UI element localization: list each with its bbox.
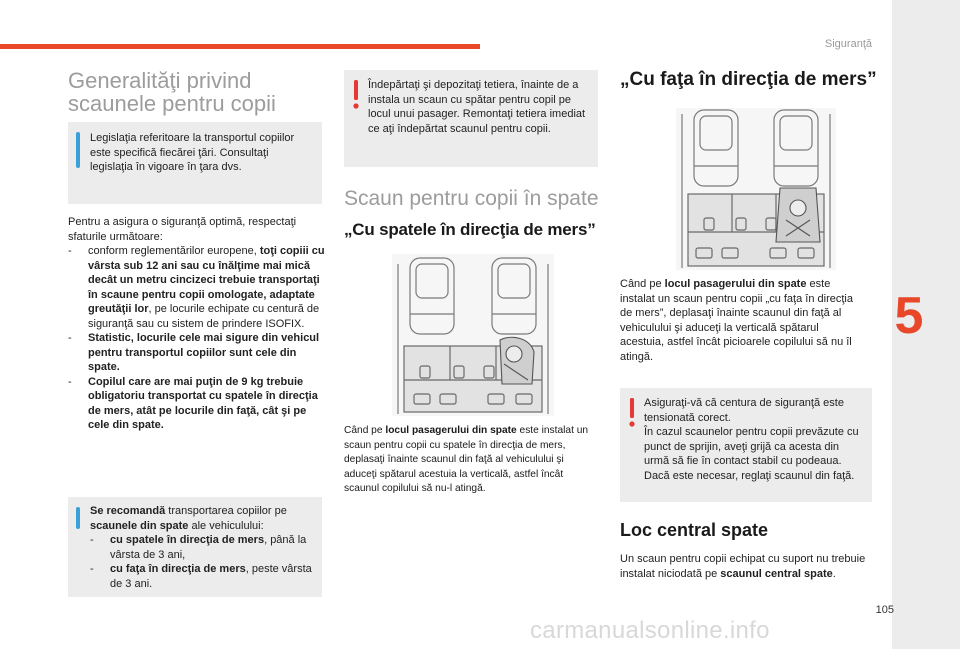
rear-facing-seat-illustration — [392, 254, 554, 416]
recommend-box — [68, 497, 322, 597]
warning-icon — [626, 398, 638, 428]
page-number: 105 — [875, 604, 894, 616]
section-heading: Loc central spate — [620, 520, 769, 540]
warning-text: Asiguraţi-vă că centura de siguranţă este tensionată corect. În cazul scaunelor pentru copii prevăzute cu punct de sprijin, aveţi grijă ca acesta din urmă să fie în contact stabil cu podeaua. Dacă este necesar, reglaţi scaunul din faţă. — [644, 397, 859, 482]
list-item: - cu spatele în direcţia de mers, până la vârsta de 3 ani, — [90, 534, 307, 561]
warning-text: Îndepărtaţi şi depozitaţi tetiera, înainte de a instala un scaun cu spătar pentru copil pe locul unui pasager. Remontaţi tetiera imediat ce aţi îndepărtat scaunul pentru copii. — [368, 79, 586, 135]
info-box — [68, 122, 322, 204]
section-title: Siguranţă — [824, 38, 872, 50]
page-title: Generalităţi privind scaunele pentru copii — [68, 68, 276, 116]
info-text: Legislaţia referitoare la transportul copiilor este specifică fiecărei ţări. Consultaţi legislaţia în vigoare în ţara dvs. — [90, 132, 295, 173]
section-heading: Scaun pentru copii în spate — [344, 187, 599, 210]
central-seat-text: Un scaun pentru copii echipat cu suport nu trebuie instalat niciodată pe scaunul central spate. — [620, 553, 866, 580]
info-icon — [76, 507, 80, 529]
info-icon — [76, 132, 80, 168]
list-item: - cu faţa în direcţia de mers, peste vârsta de 3 ani. — [90, 563, 312, 590]
forward-facing-seat-illustration — [676, 108, 836, 270]
subsection-heading: „Cu spatele în direcţia de mers” — [344, 220, 596, 239]
chapter-number: 5 — [894, 287, 924, 345]
watermark: carmanualsonline.info — [530, 617, 770, 644]
list-item: - conform reglementărilor europene, toţi copiii cu vârsta sub 12 ani sau cu înălţime mai mică decât un metru cincizeci trebuie transportaţi în scaune pentru copii omologate, adaptate greutăţii lor, pe locurile echipate cu centură de siguranţă sau cu sistem de prindere ISOFIX. — [68, 245, 325, 330]
warning-icon — [350, 80, 362, 110]
recommend-text: Se recomandă transportarea copiilor pe scaunele din spate ale vehiculului: - cu spatele în direcţia de mers, până la vârsta de 3 ani, - cu faţa în direcţia de mers, peste vârsta de 3 ani. — [90, 504, 316, 591]
list-item: - Copilul care are mai puţin de 9 kg trebuie obligatoriu transportat cu spatele în direcţia de mers, atât pe locurile din faţă, cât şi pe cele din spate. — [68, 375, 318, 431]
warning-box — [344, 70, 598, 167]
forward-facing-text: Când pe locul pasagerului din spate este instalat un scaun pentru copii „cu faţa în direcţia de mers”, deplasaţi înainte scaunul din faţă al vehiculului şi aduceţi la verticală spătarul acestuia, astfel încât picioarele copilului să nu îl atingă. — [620, 278, 853, 363]
list-item: - Statistic, locurile cele mai sigure din vehicul pentru transportul copiilor sunt cele din spate. — [68, 332, 320, 373]
intro-text: Pentru a asigura o siguranţă optimă, respectaţi sfaturile următoare: - conform reglementărilor europene, toţi copiii cu vârsta sub 12 ani sau cu înălţime mai mică decât un metru cincizeci trebuie transportaţi în scaune pentru copii omologate, adaptate greutăţii lor, pe locurile echipate cu centură de siguranţă sau cu sistem de prindere ISOFIX. - Statistic, locurile cele mai sigure din vehicul pentru transportul copiilor sunt cele din spate. - Copilul care are mai puţin de 9 kg trebuie obligatoriu transportat cu spatele în direcţia de mers, atât pe locurile din faţă, cât şi pe cele din spate. — [68, 216, 325, 431]
warning-box-right — [620, 388, 872, 502]
advice-list — [68, 244, 326, 433]
rear-facing-text: Când pe locul pasagerului din spate este instalat un scaun pentru copii cu spatele în direcţia de mers, deplasaţi înainte scaunul din faţă al vehiculului şi aduceţi spătarul acestuia la verticală, astfel încât scaunul copilului să nu-l atingă. — [344, 425, 589, 494]
subsection-heading: „Cu faţa în direcţia de mers” — [620, 69, 877, 90]
top-accent-bar — [0, 44, 480, 49]
